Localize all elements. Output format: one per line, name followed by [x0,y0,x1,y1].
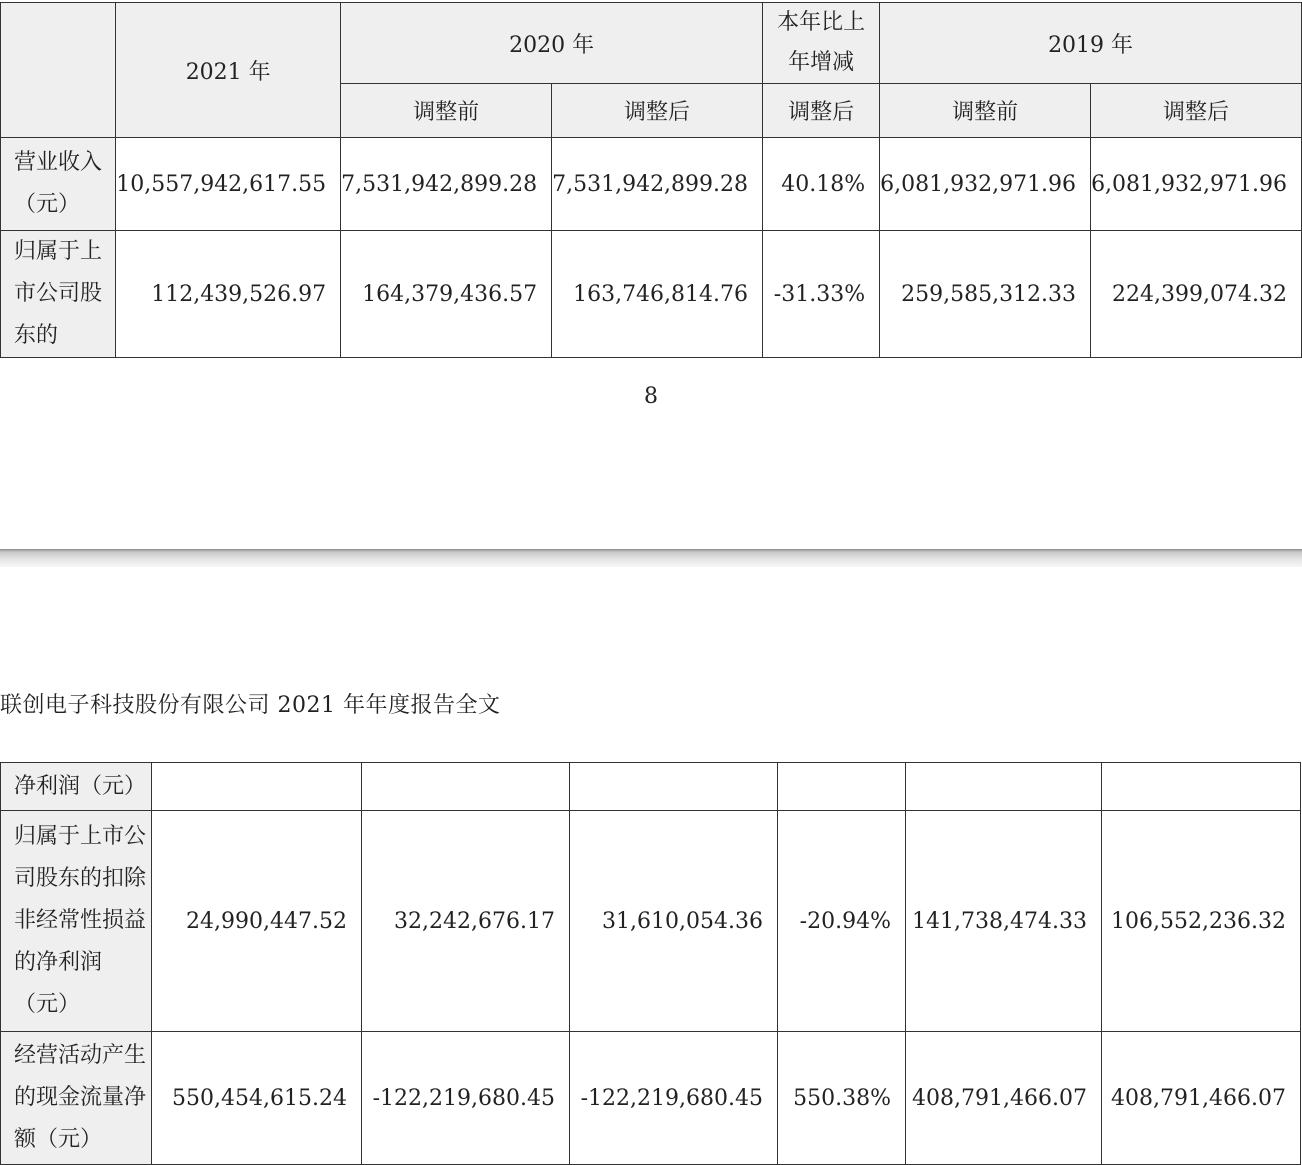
header-change: 本年比上年增减 [763,3,880,84]
value-cell [778,763,906,811]
row-label: 经营活动产生的现金流量净额（元） [1,1032,152,1165]
table-row [1,763,1301,811]
value-cell: 112,439,526.97 [116,231,341,358]
document-title: 联创电子科技股份有限公司 2021 年年度报告全文 [0,693,501,718]
value-cell: -20.94% [778,811,906,1032]
value-cell: 163,746,814.76 [552,231,763,358]
value-cell: 164,379,436.57 [341,231,552,358]
table-row [1,138,1302,231]
financial-table-bottom [0,762,1301,1165]
value-cell: -122,219,680.45 [570,1032,778,1165]
value-cell: 10,557,942,617.55 [116,138,341,231]
financial-table-top [0,2,1302,358]
page-divider [0,549,1302,567]
header-2019-after: 调整后 [1091,84,1302,138]
value-cell: 408,791,466.07 [1102,1032,1301,1165]
value-cell: 7,531,942,899.28 [552,138,763,231]
table-row [1,231,1302,358]
value-cell: 31,610,054.36 [570,811,778,1032]
table-row [1,811,1301,1032]
header-change-after: 调整后 [763,84,880,138]
value-cell: -31.33% [763,231,880,358]
value-cell: 24,990,447.52 [152,811,362,1032]
header-2020-before: 调整前 [341,84,552,138]
value-cell: 408,791,466.07 [906,1032,1102,1165]
value-cell: 106,552,236.32 [1102,811,1301,1032]
header-2020: 2020 年 [341,3,763,84]
table-row [1,1032,1301,1165]
value-cell: 550.38% [778,1032,906,1165]
value-cell [570,763,778,811]
row-label: 归属于上市公司股东的 [1,231,116,358]
value-cell: 32,242,676.17 [362,811,570,1032]
row-label: 营业收入（元） [1,138,116,231]
header-2019: 2019 年 [880,3,1302,84]
value-cell: 6,081,932,971.96 [1091,138,1302,231]
row-label: 净利润（元） [1,763,152,811]
value-cell [362,763,570,811]
header-2021: 2021 年 [116,3,341,138]
value-cell: 259,585,312.33 [880,231,1091,358]
value-cell [152,763,362,811]
value-cell: 7,531,942,899.28 [341,138,552,231]
value-cell: 40.18% [763,138,880,231]
value-cell: 224,399,074.32 [1091,231,1302,358]
value-cell: 550,454,615.24 [152,1032,362,1165]
value-cell: 141,738,474.33 [906,811,1102,1032]
value-cell [1102,763,1301,811]
value-cell: 6,081,932,971.96 [880,138,1091,231]
value-cell [906,763,1102,811]
value-cell: -122,219,680.45 [362,1032,570,1165]
header-2019-before: 调整前 [880,84,1091,138]
row-label: 归属于上市公司股东的扣除非经常性损益的净利润（元） [1,811,152,1032]
header-corner-cell [1,3,116,138]
header-2020-after: 调整后 [552,84,763,138]
page-number: 8 [644,384,658,409]
